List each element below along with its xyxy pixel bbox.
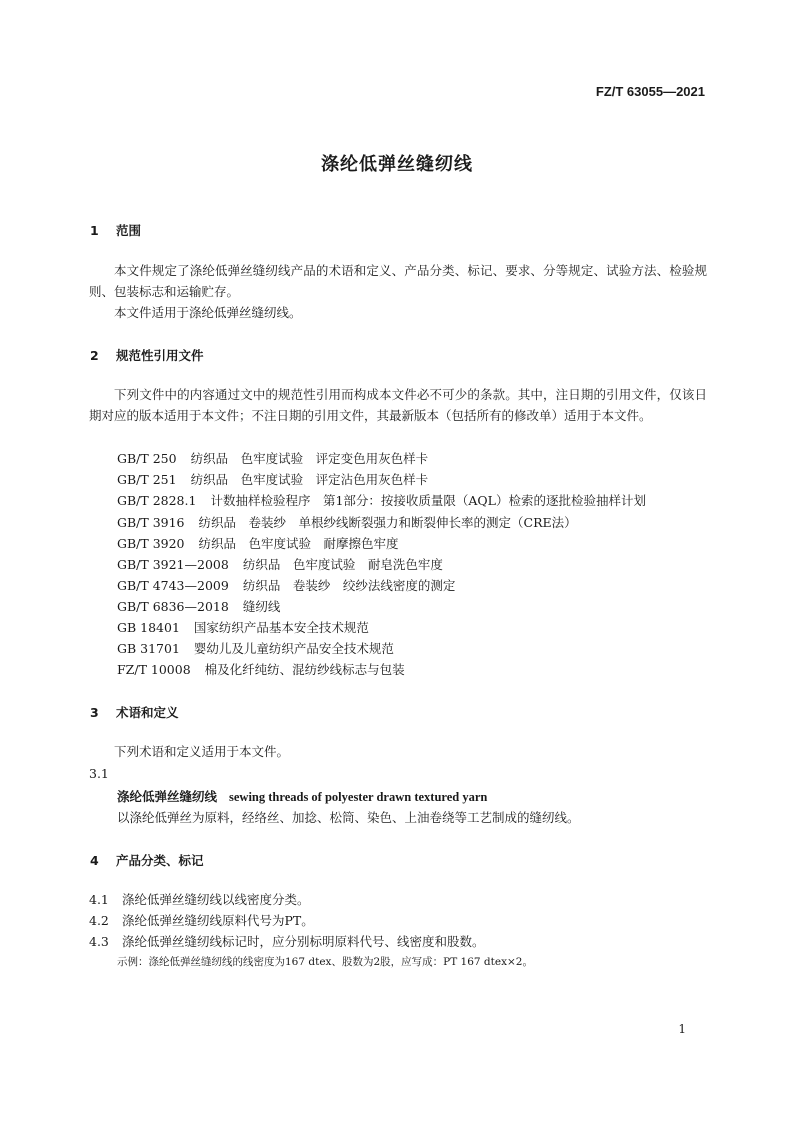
term-en: sewing threads of polyester drawn textured yarn xyxy=(229,790,488,804)
reference-title: 纺织品 色牢度试验 评定变色用灰色样卡 xyxy=(190,451,429,466)
term-zh: 涤纶低弹丝缝纫线 xyxy=(117,789,218,804)
term-number: 3.1 xyxy=(89,766,109,781)
reference-item xyxy=(117,513,577,531)
reference-item xyxy=(117,534,399,552)
document-title: 涤纶低弹丝缝纫线 xyxy=(321,154,473,175)
reference-title: 国家纺织产品基本安全技术规范 xyxy=(193,620,369,635)
reference-item xyxy=(117,639,394,657)
reference-code: GB 18401 xyxy=(117,620,180,635)
clause-4-2 xyxy=(89,911,314,929)
section-1-paragraph-1: 本文件规定了涤纶低弹丝缝纫线产品的术语和定义、产品分类、标记、要求、分等规定、试验方法、检验规则、包装标志和运输贮存。 xyxy=(89,263,707,299)
section-title: 范围 xyxy=(116,223,142,238)
reference-code: GB/T 3916 xyxy=(117,515,185,530)
clause-number: 4.1 xyxy=(89,892,109,907)
reference-code: GB/T 3921—2008 xyxy=(117,557,229,572)
section-4-heading xyxy=(90,851,204,869)
section-title: 术语和定义 xyxy=(116,705,179,720)
reference-code: GB/T 251 xyxy=(117,472,177,487)
reference-item xyxy=(117,618,369,636)
clause-number: 4.2 xyxy=(89,913,109,928)
example-label: 示例： xyxy=(117,956,149,968)
clause-text: 涤纶低弹丝缝纫线以线密度分类。 xyxy=(122,892,310,907)
section-3-intro: 下列术语和定义适用于本文件。 xyxy=(114,744,290,759)
term-definition: 以涤纶低弹丝为原料，经络丝、加捻、松筒、染色、上油卷绕等工艺制成的缝纫线。 xyxy=(117,810,580,825)
reference-code: GB/T 4743—2009 xyxy=(117,578,229,593)
section-number: 2 xyxy=(90,348,99,363)
section-number: 3 xyxy=(90,705,99,720)
section-number: 1 xyxy=(90,223,99,238)
reference-code: GB/T 250 xyxy=(117,451,177,466)
standard-code: FZ/T 63055—2021 xyxy=(595,84,705,99)
reference-item xyxy=(117,576,455,594)
clause-number: 4.3 xyxy=(89,934,109,949)
reference-title: 纺织品 色牢度试验 耐摩擦色牢度 xyxy=(198,536,399,551)
reference-item xyxy=(117,491,646,509)
example-note xyxy=(117,954,533,969)
section-2-heading xyxy=(90,346,204,364)
clause-4-3 xyxy=(89,932,485,950)
reference-title: 纺织品 卷装纱 绞纱法线密度的测定 xyxy=(242,578,456,593)
section-1-heading xyxy=(90,221,141,239)
reference-item xyxy=(117,660,405,678)
reference-code: GB/T 3920 xyxy=(117,536,185,551)
reference-title: 缝纫线 xyxy=(242,599,281,614)
reference-item xyxy=(117,597,280,615)
section-number: 4 xyxy=(90,853,99,868)
reference-title: 纺织品 卷装纱 单根纱线断裂强力和断裂伸长率的测定（CRE法） xyxy=(198,515,577,530)
section-title: 规范性引用文件 xyxy=(116,348,204,363)
clause-text: 涤纶低弹丝缝纫线标记时，应分别标明原料代号、线密度和股数。 xyxy=(122,934,485,949)
reference-item xyxy=(117,470,428,488)
reference-title: 棉及化纤纯纺、混纺纱线标志与包装 xyxy=(204,662,405,677)
reference-item xyxy=(117,449,428,467)
section-2-intro: 下列文件中的内容通过文中的规范性引用而构成本文件必不可少的条款。其中，注日期的引用文件，仅该日期对应的版本适用于本文件；不注日期的引用文件，其最新版本（包括所有的修改单）适用于本文件。 xyxy=(89,387,707,423)
reference-code: GB 31701 xyxy=(117,641,180,656)
reference-title: 纺织品 色牢度试验 评定沾色用灰色样卡 xyxy=(190,472,429,487)
reference-title: 计数抽样检验程序 第1部分：按接收质量限（AQL）检索的逐批检验抽样计划 xyxy=(210,493,646,508)
section-1-paragraph-2: 本文件适用于涤纶低弹丝缝纫线。 xyxy=(114,305,302,320)
clause-4-1 xyxy=(89,890,310,908)
reference-title: 纺织品 色牢度试验 耐皂洗色牢度 xyxy=(242,557,443,572)
reference-code: GB/T 2828.1 xyxy=(117,493,197,508)
page-number: 1 xyxy=(678,1022,686,1036)
example-text: 涤纶低弹丝缝纫线的线密度为167 dtex、股数为2股，应写成：PT 167 dtex×2。 xyxy=(148,956,533,968)
section-3-heading xyxy=(90,703,179,721)
reference-code: FZ/T 10008 xyxy=(117,662,191,677)
reference-item xyxy=(117,555,443,573)
reference-title: 婴幼儿及儿童纺织产品安全技术规范 xyxy=(193,641,394,656)
term-title xyxy=(117,787,487,805)
section-title: 产品分类、标记 xyxy=(116,853,204,868)
reference-code: GB/T 6836—2018 xyxy=(117,599,229,614)
clause-text: 涤纶低弹丝缝纫线原料代号为PT。 xyxy=(122,913,314,928)
